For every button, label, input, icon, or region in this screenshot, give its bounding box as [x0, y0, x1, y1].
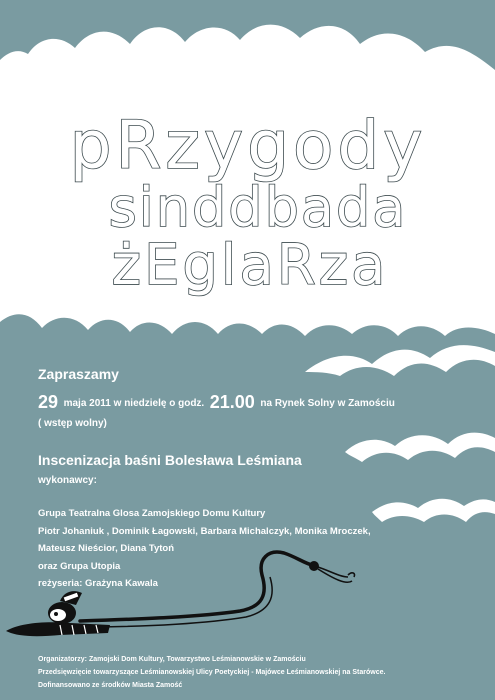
figure-arm	[80, 552, 312, 621]
credits-line: oraz Grupa Utopia	[38, 560, 121, 572]
performance-heading: Inscenizacja baśni Bolesława Leśmiana	[38, 452, 302, 468]
lying-figure-illustration	[0, 535, 495, 645]
credits-line: Mateusz Nieścior, Diana Tytoń	[38, 543, 175, 555]
credits-line: reżyseria: Grażyna Kawala	[38, 578, 158, 590]
footer	[38, 653, 385, 692]
performers-label: wykonawcy:	[38, 475, 97, 486]
event-place: na Rynek Solny w Zamościu	[260, 398, 395, 409]
footer-line: Przedsięwzięcie towarzyszące Leśmianowskiej Ulicy Poetyckiej - Majówce Leśmianowskiej na Starówce.	[38, 669, 386, 676]
event-time: 21.00	[209, 392, 255, 412]
date-line	[38, 392, 395, 413]
figure-body	[6, 622, 110, 636]
figure-eye	[54, 612, 58, 616]
invite-text: Zapraszamy	[38, 366, 119, 382]
footer-line: Dofinansowano ze środków Miasta Zamość	[38, 682, 183, 689]
title-line-3: żEglaRza	[111, 233, 389, 298]
event-day: 29	[38, 392, 59, 412]
figure-hand-strings	[318, 567, 352, 582]
figure-hook	[348, 573, 355, 577]
figure-hand	[309, 561, 319, 571]
entry-note: ( wstęp wolny)	[38, 418, 107, 429]
event-date-text: maja 2011 w niedzielę o godz.	[63, 398, 205, 409]
figure-face	[50, 609, 66, 621]
credits-line: Piotr Johaniuk , Dominik Łagowski, Barbara Michalczyk, Monika Mroczek,	[38, 525, 371, 537]
title-line-1: pRzygody	[69, 107, 427, 184]
credits-line: Grupa Teatralna Glosa Zamojskiego Domu Kultury	[38, 508, 266, 519]
footer-line: Organizatorzy: Zamojski Dom Kultury, Towarzystwo Leśmianowskie w Zamościu	[38, 656, 306, 663]
title-line-2: sinddbada	[108, 176, 408, 239]
